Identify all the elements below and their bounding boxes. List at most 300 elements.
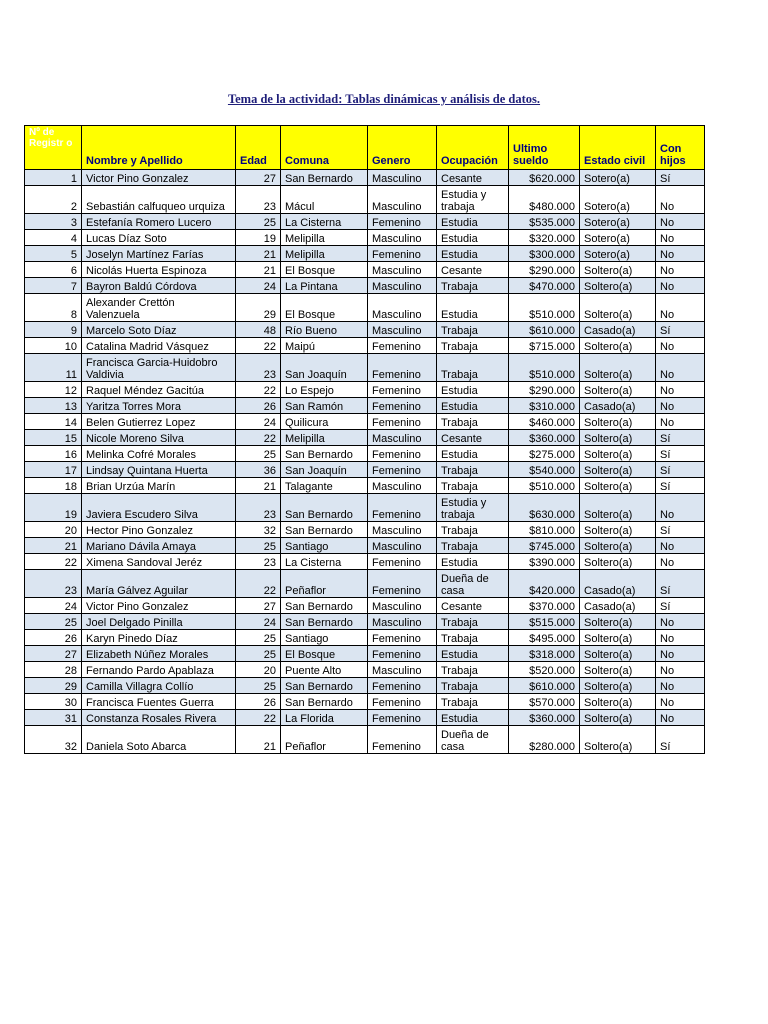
cell-ocupacion: Trabaja [437,662,509,678]
cell-edad: 24 [236,414,281,430]
cell-con-hijos: No [656,554,705,570]
table-row [25,322,705,338]
cell-comuna: La Cisterna [281,554,368,570]
cell-registro: 19 [25,494,82,522]
cell-registro: 12 [25,382,82,398]
table-row [25,478,705,494]
cell-genero: Femenino [368,338,437,354]
column-header-comuna: Comuna [281,126,368,170]
cell-registro: 31 [25,710,82,726]
cell-estado-civil: Soltero(a) [580,414,656,430]
cell-sueldo: $480.000 [509,186,580,214]
table-row [25,382,705,398]
cell-registro: 18 [25,478,82,494]
cell-comuna: Mácul [281,186,368,214]
cell-genero: Femenino [368,354,437,382]
cell-sueldo: $610.000 [509,678,580,694]
cell-sueldo: $275.000 [509,446,580,462]
cell-genero: Femenino [368,726,437,754]
cell-con-hijos: No [656,614,705,630]
table-row [25,398,705,414]
table-row [25,294,705,322]
cell-registro: 6 [25,262,82,278]
cell-ocupacion: Trabaja [437,414,509,430]
cell-con-hijos: No [656,414,705,430]
cell-edad: 25 [236,678,281,694]
cell-registro: 3 [25,214,82,230]
table-row [25,430,705,446]
cell-con-hijos: No [656,630,705,646]
cell-con-hijos: No [656,646,705,662]
cell-sueldo: $360.000 [509,710,580,726]
cell-nombre: Sebastián calfuqueo urquiza [82,186,236,214]
table-row [25,414,705,430]
cell-estado-civil: Casado(a) [580,570,656,598]
cell-sueldo: $280.000 [509,726,580,754]
cell-estado-civil: Soltero(a) [580,354,656,382]
cell-estado-civil: Soltero(a) [580,726,656,754]
cell-ocupacion: Trabaja [437,614,509,630]
cell-comuna: La Florida [281,710,368,726]
cell-ocupacion: Estudia [437,398,509,414]
cell-comuna: San Bernardo [281,678,368,694]
cell-sueldo: $300.000 [509,246,580,262]
cell-sueldo: $460.000 [509,414,580,430]
cell-ocupacion: Trabaja [437,462,509,478]
cell-estado-civil: Soltero(a) [580,338,656,354]
cell-genero: Masculino [368,662,437,678]
cell-comuna: Melipilla [281,230,368,246]
cell-genero: Femenino [368,554,437,570]
table-row [25,494,705,522]
cell-estado-civil: Sotero(a) [580,214,656,230]
cell-ocupacion: Estudia [437,554,509,570]
cell-genero: Femenino [368,570,437,598]
column-header-edad: Edad [236,126,281,170]
cell-nombre: Lindsay Quintana Huerta [82,462,236,478]
cell-con-hijos: No [656,538,705,554]
cell-ocupacion: Trabaja [437,630,509,646]
cell-edad: 22 [236,570,281,598]
cell-nombre: Belen Gutierrez Lopez [82,414,236,430]
cell-ocupacion: Trabaja [437,322,509,338]
cell-comuna: La Pintana [281,278,368,294]
cell-estado-civil: Soltero(a) [580,662,656,678]
table-row [25,538,705,554]
cell-edad: 19 [236,230,281,246]
cell-estado-civil: Soltero(a) [580,294,656,322]
cell-comuna: San Bernardo [281,446,368,462]
cell-edad: 22 [236,382,281,398]
cell-genero: Femenino [368,446,437,462]
cell-comuna: El Bosque [281,262,368,278]
cell-edad: 36 [236,462,281,478]
cell-registro: 21 [25,538,82,554]
data-table [24,125,705,754]
cell-edad: 21 [236,246,281,262]
cell-sueldo: $715.000 [509,338,580,354]
table-row [25,598,705,614]
cell-genero: Masculino [368,230,437,246]
cell-con-hijos: No [656,246,705,262]
table-row [25,278,705,294]
cell-ocupacion: Cesante [437,430,509,446]
table-row [25,678,705,694]
cell-comuna: Río Bueno [281,322,368,338]
cell-nombre: Nicolás Huerta Espinoza [82,262,236,278]
cell-edad: 22 [236,338,281,354]
table-header-row [25,126,705,170]
cell-comuna: El Bosque [281,294,368,322]
cell-registro: 11 [25,354,82,382]
cell-nombre: Mariano Dávila Amaya [82,538,236,554]
cell-edad: 21 [236,262,281,278]
cell-genero: Masculino [368,262,437,278]
cell-ocupacion: Trabaja [437,678,509,694]
cell-edad: 21 [236,726,281,754]
cell-edad: 25 [236,538,281,554]
cell-edad: 23 [236,494,281,522]
cell-estado-civil: Soltero(a) [580,382,656,398]
cell-estado-civil: Sotero(a) [580,170,656,186]
cell-edad: 23 [236,186,281,214]
cell-edad: 24 [236,278,281,294]
cell-con-hijos: No [656,710,705,726]
cell-con-hijos: No [656,294,705,322]
cell-con-hijos: No [656,678,705,694]
table-row [25,522,705,538]
cell-comuna: San Bernardo [281,494,368,522]
cell-ocupacion: Estudia [437,246,509,262]
cell-edad: 29 [236,294,281,322]
cell-estado-civil: Soltero(a) [580,262,656,278]
cell-con-hijos: No [656,214,705,230]
cell-con-hijos: Sí [656,462,705,478]
cell-genero: Masculino [368,478,437,494]
cell-estado-civil: Soltero(a) [580,462,656,478]
cell-con-hijos: Sí [656,430,705,446]
cell-nombre: Marcelo Soto Díaz [82,322,236,338]
cell-comuna: San Joaquín [281,462,368,478]
cell-edad: 32 [236,522,281,538]
table-body [25,170,705,754]
cell-comuna: Santiago [281,630,368,646]
cell-nombre: Francisca Garcia-Huidobro Valdivia [82,354,236,382]
cell-sueldo: $320.000 [509,230,580,246]
cell-comuna: San Ramón [281,398,368,414]
cell-genero: Masculino [368,430,437,446]
cell-genero: Masculino [368,538,437,554]
cell-edad: 25 [236,630,281,646]
column-header-con-hijos: Con hijos [656,126,705,170]
table-row [25,710,705,726]
cell-genero: Femenino [368,646,437,662]
cell-ocupacion: Dueña de casa [437,726,509,754]
cell-comuna: Peñaflor [281,570,368,598]
cell-nombre: Alexander Crettón Valenzuela [82,294,236,322]
table-row [25,694,705,710]
cell-genero: Masculino [368,278,437,294]
cell-nombre: Nicole Moreno Silva [82,430,236,446]
cell-estado-civil: Sotero(a) [580,246,656,262]
cell-comuna: La Cisterna [281,214,368,230]
cell-genero: Masculino [368,614,437,630]
table-row [25,262,705,278]
table-row [25,186,705,214]
cell-comuna: Quilicura [281,414,368,430]
cell-sueldo: $318.000 [509,646,580,662]
cell-comuna: San Bernardo [281,598,368,614]
column-header-ocupacion: Ocupación [437,126,509,170]
cell-estado-civil: Soltero(a) [580,278,656,294]
cell-comuna: Peñaflor [281,726,368,754]
cell-ocupacion: Estudia [437,294,509,322]
cell-con-hijos: No [656,338,705,354]
cell-genero: Femenino [368,414,437,430]
cell-con-hijos: No [656,382,705,398]
cell-registro: 17 [25,462,82,478]
cell-sueldo: $290.000 [509,382,580,398]
cell-sueldo: $520.000 [509,662,580,678]
cell-estado-civil: Soltero(a) [580,710,656,726]
cell-nombre: Francisca Fuentes Guerra [82,694,236,710]
cell-comuna: San Bernardo [281,522,368,538]
cell-nombre: Victor Pino Gonzalez [82,170,236,186]
table-row [25,214,705,230]
cell-comuna: San Bernardo [281,694,368,710]
cell-registro: 15 [25,430,82,446]
cell-registro: 2 [25,186,82,214]
cell-registro: 20 [25,522,82,538]
cell-comuna: San Joaquín [281,354,368,382]
cell-ocupacion: Dueña de casa [437,570,509,598]
cell-genero: Femenino [368,494,437,522]
cell-genero: Masculino [368,170,437,186]
cell-comuna: Santiago [281,538,368,554]
cell-edad: 27 [236,170,281,186]
cell-genero: Femenino [368,678,437,694]
cell-edad: 26 [236,694,281,710]
cell-con-hijos: No [656,278,705,294]
cell-sueldo: $620.000 [509,170,580,186]
cell-genero: Femenino [368,694,437,710]
cell-registro: 8 [25,294,82,322]
cell-genero: Femenino [368,246,437,262]
cell-genero: Masculino [368,598,437,614]
cell-registro: 22 [25,554,82,570]
table-row [25,726,705,754]
cell-nombre: Joselyn Martínez Farías [82,246,236,262]
cell-con-hijos: Sí [656,478,705,494]
cell-edad: 20 [236,662,281,678]
column-header-nombre: Nombre y Apellido [82,126,236,170]
cell-nombre: Ximena Sandoval Jeréz [82,554,236,570]
table-row [25,614,705,630]
cell-nombre: Joel Delgado Pinilla [82,614,236,630]
cell-con-hijos: No [656,662,705,678]
cell-sueldo: $745.000 [509,538,580,554]
cell-ocupacion: Estudia y trabaja [437,494,509,522]
table-row [25,646,705,662]
cell-nombre: Hector Pino Gonzalez [82,522,236,538]
cell-edad: 23 [236,554,281,570]
cell-comuna: El Bosque [281,646,368,662]
cell-con-hijos: Sí [656,598,705,614]
cell-registro: 23 [25,570,82,598]
cell-nombre: Elizabeth Núñez Morales [82,646,236,662]
cell-con-hijos: Sí [656,322,705,338]
cell-nombre: Constanza Rosales Rivera [82,710,236,726]
cell-nombre: Camilla Villagra Collío [82,678,236,694]
cell-estado-civil: Soltero(a) [580,522,656,538]
cell-nombre: Karyn Pinedo Díaz [82,630,236,646]
cell-genero: Masculino [368,186,437,214]
cell-con-hijos: Sí [656,522,705,538]
table-row [25,230,705,246]
table-row [25,446,705,462]
column-header-registro: Nº de Registr o [25,126,82,170]
cell-registro: 1 [25,170,82,186]
cell-estado-civil: Sotero(a) [580,186,656,214]
cell-comuna: Talagante [281,478,368,494]
table-row [25,246,705,262]
cell-estado-civil: Casado(a) [580,322,656,338]
cell-sueldo: $510.000 [509,294,580,322]
cell-registro: 32 [25,726,82,754]
cell-estado-civil: Soltero(a) [580,446,656,462]
column-header-genero: Genero [368,126,437,170]
cell-edad: 24 [236,614,281,630]
cell-nombre: Melinka Cofré Morales [82,446,236,462]
cell-sueldo: $610.000 [509,322,580,338]
cell-con-hijos: Sí [656,170,705,186]
cell-registro: 10 [25,338,82,354]
cell-nombre: Victor Pino Gonzalez [82,598,236,614]
cell-con-hijos: Sí [656,446,705,462]
cell-sueldo: $515.000 [509,614,580,630]
table-row [25,630,705,646]
cell-sueldo: $540.000 [509,462,580,478]
cell-ocupacion: Estudia [437,214,509,230]
cell-estado-civil: Soltero(a) [580,694,656,710]
cell-ocupacion: Trabaja [437,278,509,294]
table-row [25,170,705,186]
cell-nombre: Daniela Soto Abarca [82,726,236,754]
cell-ocupacion: Estudia [437,230,509,246]
cell-nombre: Catalina Madrid Vásquez [82,338,236,354]
cell-edad: 25 [236,214,281,230]
cell-estado-civil: Sotero(a) [580,230,656,246]
cell-registro: 26 [25,630,82,646]
cell-estado-civil: Casado(a) [580,598,656,614]
cell-nombre: María Gálvez Aguilar [82,570,236,598]
cell-comuna: Maipú [281,338,368,354]
cell-genero: Masculino [368,322,437,338]
cell-sueldo: $570.000 [509,694,580,710]
cell-registro: 5 [25,246,82,262]
cell-con-hijos: No [656,398,705,414]
cell-ocupacion: Trabaja [437,478,509,494]
cell-sueldo: $810.000 [509,522,580,538]
cell-sueldo: $510.000 [509,478,580,494]
table-row [25,462,705,478]
cell-edad: 25 [236,646,281,662]
cell-nombre: Estefanía Romero Lucero [82,214,236,230]
cell-estado-civil: Soltero(a) [580,538,656,554]
cell-ocupacion: Estudia [437,382,509,398]
cell-edad: 22 [236,430,281,446]
cell-con-hijos: No [656,186,705,214]
cell-genero: Femenino [368,462,437,478]
cell-registro: 28 [25,662,82,678]
cell-ocupacion: Trabaja [437,694,509,710]
cell-con-hijos: No [656,494,705,522]
table-row [25,554,705,570]
cell-sueldo: $290.000 [509,262,580,278]
cell-sueldo: $310.000 [509,398,580,414]
cell-registro: 30 [25,694,82,710]
cell-nombre: Javiera Escudero Silva [82,494,236,522]
cell-registro: 25 [25,614,82,630]
cell-nombre: Bayron Baldú Córdova [82,278,236,294]
cell-registro: 24 [25,598,82,614]
cell-con-hijos: No [656,354,705,382]
cell-comuna: Lo Espejo [281,382,368,398]
cell-ocupacion: Estudia [437,710,509,726]
cell-registro: 27 [25,646,82,662]
cell-nombre: Brian Urzúa Marín [82,478,236,494]
cell-genero: Femenino [368,398,437,414]
cell-registro: 7 [25,278,82,294]
cell-sueldo: $495.000 [509,630,580,646]
cell-estado-civil: Soltero(a) [580,478,656,494]
cell-sueldo: $420.000 [509,570,580,598]
cell-con-hijos: Sí [656,726,705,754]
cell-sueldo: $510.000 [509,354,580,382]
cell-ocupacion: Trabaja [437,522,509,538]
page-title: Tema de la actividad: Tablas dinámicas y análisis de datos. [227,92,541,106]
cell-ocupacion: Estudia [437,646,509,662]
table-row [25,354,705,382]
cell-nombre: Lucas Díaz Soto [82,230,236,246]
cell-edad: 23 [236,354,281,382]
cell-nombre: Fernando Pardo Apablaza [82,662,236,678]
table-row [25,662,705,678]
cell-sueldo: $370.000 [509,598,580,614]
cell-nombre: Raquel Méndez Gacitúa [82,382,236,398]
cell-registro: 9 [25,322,82,338]
cell-estado-civil: Soltero(a) [580,630,656,646]
cell-genero: Femenino [368,214,437,230]
cell-edad: 26 [236,398,281,414]
cell-ocupacion: Cesante [437,170,509,186]
cell-ocupacion: Cesante [437,598,509,614]
cell-con-hijos: No [656,262,705,278]
cell-genero: Femenino [368,710,437,726]
cell-genero: Femenino [368,630,437,646]
cell-ocupacion: Trabaja [437,338,509,354]
cell-registro: 13 [25,398,82,414]
cell-registro: 14 [25,414,82,430]
cell-edad: 22 [236,710,281,726]
cell-ocupacion: Estudia [437,446,509,462]
cell-ocupacion: Cesante [437,262,509,278]
cell-edad: 48 [236,322,281,338]
cell-registro: 4 [25,230,82,246]
cell-estado-civil: Soltero(a) [580,430,656,446]
cell-con-hijos: Sí [656,570,705,598]
cell-comuna: Melipilla [281,246,368,262]
